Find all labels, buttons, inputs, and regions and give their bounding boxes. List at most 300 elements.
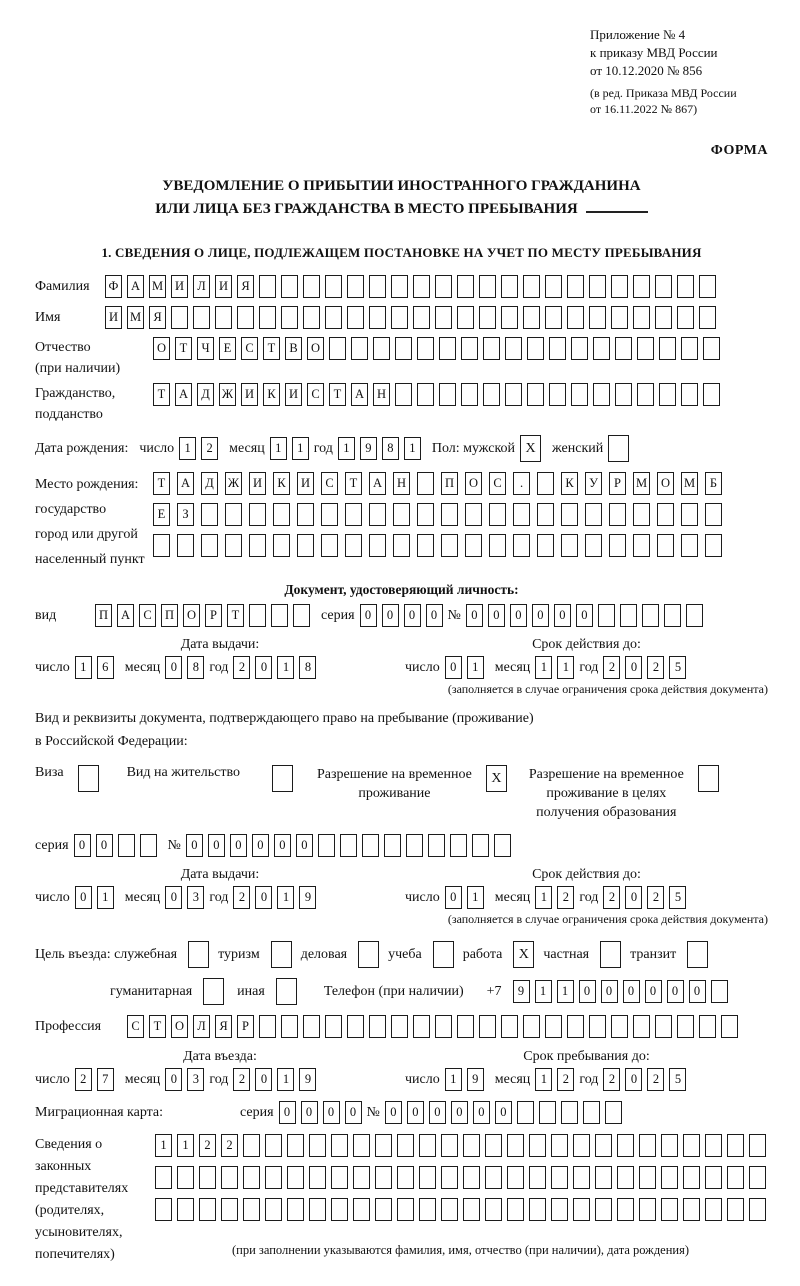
char-cell [417,383,434,406]
char-cell [395,383,412,406]
char-cell: 2 [647,1068,664,1091]
mig-number-sign: № [366,1104,380,1120]
char-cell: И [171,275,188,298]
char-cell [551,1198,568,1221]
char-cell: С [307,383,324,406]
month-label: месяц [124,889,161,905]
representatives-field-row3[interactable] [155,1198,766,1221]
purpose-tourism-checkbox[interactable] [271,941,292,968]
form-label: ФОРМА [710,143,768,158]
doc-issue-year[interactable] [233,656,316,679]
day-label: число [35,659,70,675]
char-cell [391,275,408,298]
char-cell [545,1015,562,1038]
char-cell: 0 [689,980,706,1003]
char-cell [711,980,728,1003]
stay-year[interactable] [603,1068,686,1091]
doc-kind-label: вид [35,607,57,623]
char-cell: 1 [177,1134,194,1157]
char-cell [537,503,554,526]
char-cell [686,604,703,627]
birth-day-field[interactable] [179,437,218,460]
patronymic-field[interactable] [153,337,720,360]
char-cell [749,1134,766,1157]
permit-valid-year[interactable] [603,886,686,909]
char-cell [297,503,314,526]
char-cell [397,1198,414,1221]
char-cell [705,1134,722,1157]
char-cell: 0 [576,604,593,627]
permit-issue-row [35,886,405,909]
char-cell [203,978,224,1005]
migration-card-label: Миграционная карта: [35,1104,164,1120]
char-cell: Л [193,1015,210,1038]
char-cell [677,306,694,329]
char-cell: Д [197,383,214,406]
char-cell: 0 [208,834,225,857]
char-cell: 5 [669,656,686,679]
char-cell [699,306,716,329]
citizenship-field[interactable] [153,383,720,406]
char-cell [369,503,386,526]
char-cell: 0 [301,1101,318,1124]
profession-field[interactable] [127,1015,738,1038]
char-cell [661,1198,678,1221]
char-cell [362,834,379,857]
char-cell [549,337,566,360]
char-cell: О [153,337,170,360]
char-cell: Т [175,337,192,360]
char-cell: Т [227,604,244,627]
char-cell [287,1134,304,1157]
char-cell: Ж [225,472,242,495]
purpose-official-checkbox[interactable] [188,941,209,968]
representatives-field-row2[interactable] [155,1166,766,1189]
char-cell: Н [393,472,410,495]
char-cell [243,1134,260,1157]
char-cell [369,534,386,557]
char-cell [461,383,478,406]
birth-year-field[interactable] [338,437,421,460]
amend-line: (в ред. Приказа МВД России [590,86,737,100]
birthplace-field-row2[interactable] [153,503,722,526]
char-cell [505,383,522,406]
char-cell [417,503,434,526]
char-cell [249,503,266,526]
permit-title: Вид и реквизиты документа, подтверждающего право на пребывание (проживание) в Российской Федерации: [35,711,534,749]
char-cell [639,1166,656,1189]
char-cell [351,337,368,360]
char-cell [171,306,188,329]
char-cell: 0 [96,834,113,857]
char-cell [583,1101,600,1124]
char-cell: И [105,306,122,329]
char-cell [605,1101,622,1124]
char-cell: 0 [625,886,642,909]
char-cell: Т [345,472,362,495]
residence-permit-checkbox[interactable] [272,765,293,792]
char-cell [703,383,720,406]
sex-male-checkbox[interactable] [520,435,541,462]
char-cell [465,503,482,526]
char-cell [439,337,456,360]
permit-valid-heading: Срок действия до: [532,867,641,882]
char-cell [345,503,362,526]
char-cell: 0 [165,886,182,909]
char-cell [642,604,659,627]
permit-series-field[interactable] [74,834,157,857]
entry-year[interactable] [233,1068,316,1091]
char-cell: М [127,306,144,329]
char-cell [243,1198,260,1221]
char-cell [273,503,290,526]
stay-until-row [405,1068,768,1091]
char-cell: 2 [603,886,620,909]
char-cell: К [273,472,290,495]
char-cell: Р [205,604,222,627]
char-cell [393,503,410,526]
entry-date-heading: Дата въезда: [183,1049,257,1064]
purpose-business-checkbox[interactable] [358,941,379,968]
char-cell [485,1198,502,1221]
char-cell [331,1134,348,1157]
doc-kind-field[interactable] [95,604,310,627]
entry-month[interactable] [165,1068,204,1091]
char-cell [529,1166,546,1189]
char-cell [375,1198,392,1221]
sex-female-label: женский [552,440,604,456]
char-cell [561,1101,578,1124]
char-cell [465,534,482,557]
permit-valid-day[interactable] [445,886,484,909]
char-cell: О [307,337,324,360]
char-cell [177,534,194,557]
char-cell: И [285,383,302,406]
char-cell [494,834,511,857]
char-cell: А [127,275,144,298]
char-cell [537,472,554,495]
char-cell [118,834,135,857]
char-cell: 1 [535,980,552,1003]
char-cell: 5 [669,1068,686,1091]
month-label: месяц [229,440,265,456]
purpose-row2 [110,978,768,1005]
mig-number-field[interactable] [385,1101,622,1124]
char-cell [513,503,530,526]
representatives-fields [155,1134,766,1266]
char-cell: 1 [557,656,574,679]
char-cell: 3 [187,1068,204,1091]
permit-issue-day[interactable] [75,886,114,909]
char-cell [513,534,530,557]
permit-issue-month[interactable] [165,886,204,909]
purpose-study-checkbox[interactable] [433,941,454,968]
char-cell: 0 [579,980,596,1003]
char-cell [615,337,632,360]
char-cell [589,1015,606,1038]
char-cell [457,306,474,329]
birthplace-field-row3[interactable] [153,534,722,557]
char-cell: М [633,472,650,495]
char-cell [683,1198,700,1221]
char-cell [585,534,602,557]
char-cell [659,383,676,406]
char-cell [483,383,500,406]
char-cell [441,1166,458,1189]
char-cell [199,1198,216,1221]
char-cell [309,1134,326,1157]
char-cell [664,604,681,627]
char-cell: 0 [445,886,462,909]
char-cell: . [513,472,530,495]
char-cell: С [139,604,156,627]
char-cell: 9 [513,980,530,1003]
char-cell: 9 [299,1068,316,1091]
char-cell [655,275,672,298]
char-cell [463,1166,480,1189]
appendix-line: от 10.12.2020 № 856 [590,63,703,78]
char-cell [177,1198,194,1221]
char-cell: 1 [535,886,552,909]
char-cell [567,1015,584,1038]
purpose-transit-checkbox[interactable] [687,941,708,968]
char-cell [457,275,474,298]
char-cell: 1 [445,1068,462,1091]
char-cell [215,306,232,329]
doc-issue-row [35,656,405,679]
char-cell: 2 [201,437,218,460]
char-cell: 5 [669,886,686,909]
amend-line: от 16.11.2022 № 867) [590,102,698,116]
char-cell [413,1015,430,1038]
char-cell: З [177,503,194,526]
purpose-humanitarian-checkbox[interactable] [203,978,224,1005]
char-cell [609,503,626,526]
char-cell [681,503,698,526]
char-cell [639,1198,656,1221]
char-cell [501,275,518,298]
stay-month[interactable] [535,1068,574,1091]
char-cell [705,534,722,557]
doc-series-label: серия [321,607,355,623]
month-label: месяц [124,659,161,675]
char-cell [571,337,588,360]
char-cell: 2 [647,656,664,679]
birthplace-label: Место рождения: государство город или другой населенный пункт [35,477,145,567]
char-cell [463,1198,480,1221]
doc-valid-month[interactable] [535,656,574,679]
char-cell: 0 [426,604,443,627]
char-cell: 0 [601,980,618,1003]
char-cell [435,275,452,298]
char-cell [505,337,522,360]
sex-female-checkbox[interactable] [608,435,629,462]
char-cell [293,604,310,627]
char-cell: 1 [179,437,196,460]
char-cell [620,604,637,627]
char-cell: 0 [466,604,483,627]
entry-day[interactable] [75,1068,114,1091]
char-cell [153,534,170,557]
representatives-field-row1[interactable] [155,1134,766,1157]
char-cell: Е [153,503,170,526]
char-cell: 0 [165,1068,182,1091]
char-cell [373,337,390,360]
char-cell [321,503,338,526]
char-cell [549,383,566,406]
char-cell [507,1166,524,1189]
permit-valid-month[interactable] [535,886,574,909]
char-cell: 0 [532,604,549,627]
char-cell: X [520,435,541,462]
permit-issue-heading: Дата выдачи: [180,867,260,882]
limit-note: (заполняется в случае ограничения срока действия документа) [447,912,768,926]
char-cell: Е [219,337,236,360]
char-cell [435,306,452,329]
char-cell: 0 [625,656,642,679]
char-cell [659,337,676,360]
migration-card-row [35,1101,768,1124]
permit-number-field[interactable] [186,834,511,857]
char-cell: И [249,472,266,495]
year-label: год [209,1071,229,1087]
char-cell [441,503,458,526]
char-cell: 9 [360,437,377,460]
visa-checkbox[interactable] [78,765,99,792]
char-cell [271,941,292,968]
mig-series-field[interactable] [279,1101,362,1124]
char-cell [353,1198,370,1221]
temp-edu-checkbox[interactable] [698,765,719,792]
char-cell [329,337,346,360]
char-cell: 9 [299,886,316,909]
given-name-label: Имя [35,310,61,325]
char-cell [225,534,242,557]
residence-permit-label: Вид на жительство [126,765,240,780]
doc-valid-row [405,656,768,679]
char-cell: 3 [187,886,204,909]
char-cell [406,834,423,857]
char-cell [611,306,628,329]
surname-label: Фамилия [35,279,90,294]
char-cell [369,1015,386,1038]
char-cell: 2 [603,1068,620,1091]
char-cell [655,1015,672,1038]
char-cell [523,306,540,329]
char-cell [393,534,410,557]
char-cell: Н [373,383,390,406]
char-cell: 1 [404,437,421,460]
purpose-private-checkbox[interactable] [600,941,621,968]
char-cell [561,534,578,557]
char-cell: Т [153,383,170,406]
char-cell [397,1166,414,1189]
char-cell [331,1198,348,1221]
char-cell [657,503,674,526]
representatives-footnote: (при заполнении указываются фамилия, имя, отчество (при наличии), дата рождения) [231,1243,690,1257]
char-cell: 1 [75,656,92,679]
char-cell: О [183,604,200,627]
purpose-row [35,941,768,968]
char-cell: М [681,472,698,495]
char-cell [441,1198,458,1221]
month-label: месяц [124,1071,161,1087]
char-cell [600,941,621,968]
char-cell [677,275,694,298]
char-cell [617,1166,634,1189]
char-cell [353,1166,370,1189]
permit-series-label: серия [35,837,69,853]
doc-number-field[interactable] [466,604,703,627]
doc-series-field[interactable] [360,604,443,627]
birthplace-field-row1[interactable] [153,472,722,495]
char-cell [479,306,496,329]
temp-permit-label: Разрешение на временное проживание [316,767,472,801]
char-cell [661,1134,678,1157]
char-cell [309,1198,326,1221]
permit-issue-year[interactable] [233,886,316,909]
surname-field[interactable] [105,275,716,298]
purpose-work-checkbox[interactable] [513,941,534,968]
char-cell [698,765,719,792]
char-cell [699,275,716,298]
day-label: число [405,889,440,905]
char-cell: 0 [323,1101,340,1124]
char-cell: Ч [197,337,214,360]
doc-valid-year[interactable] [603,656,686,679]
char-cell [545,306,562,329]
char-cell: 2 [199,1134,216,1157]
char-cell [395,337,412,360]
char-cell [259,306,276,329]
char-cell [595,1198,612,1221]
char-cell [585,503,602,526]
char-cell: А [369,472,386,495]
purpose-private-label: частная [543,946,590,962]
char-cell: 2 [233,656,250,679]
char-cell: 0 [252,834,269,857]
char-cell [727,1166,744,1189]
char-cell [527,337,544,360]
char-cell [457,1015,474,1038]
char-cell: 0 [445,656,462,679]
birth-month-field[interactable] [270,437,309,460]
doc-issue-day[interactable] [75,656,114,679]
char-cell [461,337,478,360]
doc-valid-day[interactable] [445,656,484,679]
char-cell [303,1015,320,1038]
char-cell [472,834,489,857]
char-cell [347,306,364,329]
phone-field[interactable] [513,980,728,1003]
char-cell [281,306,298,329]
given-name-field[interactable] [105,306,716,329]
char-cell [637,383,654,406]
stay-day[interactable] [445,1068,484,1091]
blank-underline [586,198,648,213]
doc-valid-heading: Срок действия до: [532,637,641,652]
purpose-other-checkbox[interactable] [276,978,297,1005]
day-label: число [35,889,70,905]
char-cell [501,1015,518,1038]
char-cell [683,1134,700,1157]
char-cell [551,1134,568,1157]
char-cell [345,534,362,557]
char-cell [561,503,578,526]
char-cell [507,1198,524,1221]
doc-issue-month[interactable] [165,656,204,679]
temp-permit-checkbox[interactable] [486,765,507,792]
